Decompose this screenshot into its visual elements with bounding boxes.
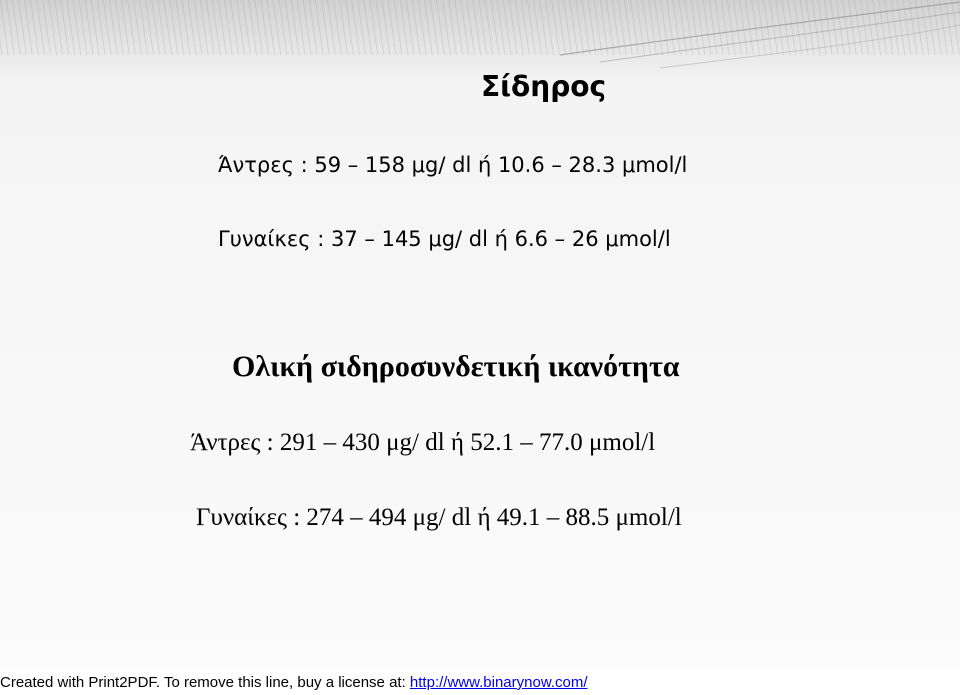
license-link[interactable]: http://www.binarynow.com/ — [409, 674, 588, 691]
iron-title: Σίδηρος — [481, 70, 607, 103]
iron-women-range: Γυναίκες : 37 – 145 μg/ dl ή 6.6 – 26 μmol/l — [218, 227, 671, 251]
iron-men-range: Άντρες : 59 – 158 μg/ dl ή 10.6 – 28.3 μmol/l — [218, 153, 688, 177]
tibc-men-range: Άντρες : 291 – 430 μg/ dl ή 52.1 – 77.0 μmol/l — [190, 429, 656, 456]
watermark-footer — [0, 674, 588, 691]
decorative-header-band — [0, 0, 960, 80]
footer-notice: Created with Print2PDF. To remove this line, buy a license at: — [0, 674, 410, 691]
tibc-title: Ολική σιδηροσυνδετική ικανότητα — [232, 350, 680, 383]
tibc-women-range: Γυναίκες : 274 – 494 μg/ dl ή 49.1 – 88.5 μmol/l — [196, 504, 682, 531]
